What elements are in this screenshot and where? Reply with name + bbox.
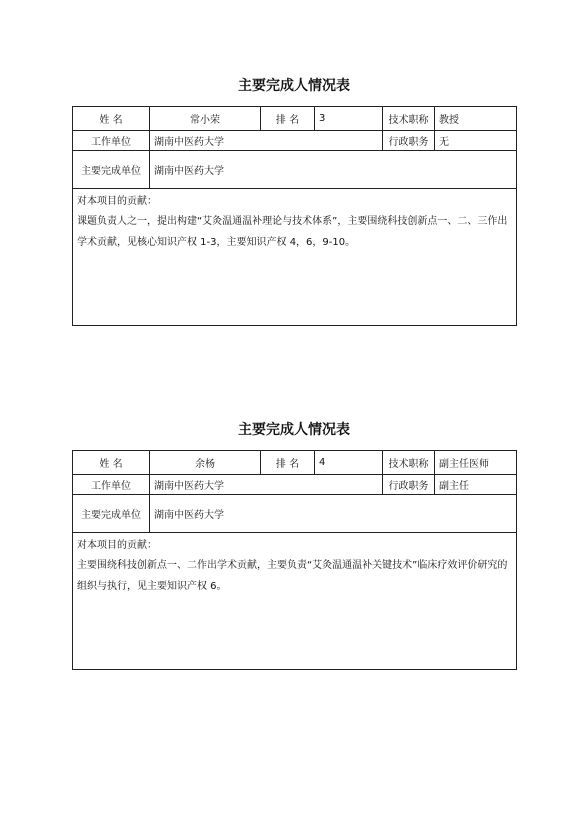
contribution-cell [73,189,517,326]
table-row [73,189,517,326]
rank-label: 排 名 [261,107,315,131]
name-value: 余杨 [150,451,261,475]
admin-post-value: 副主任 [435,475,517,495]
contribution-heading: 对本项目的贡献： [77,540,157,551]
name-label: 姓 名 [73,451,150,475]
contribution-cell [73,533,517,670]
table-row [73,475,517,495]
table-row [73,495,517,533]
section-title: 主要完成人情况表 [238,78,350,94]
main-unit-label: 主要完成单位 [73,151,150,189]
completer-section-1 [72,76,516,326]
rank-value: 4 [315,451,383,475]
work-unit-value: 湖南中医药大学 [150,475,383,495]
admin-post-value: 无 [435,131,517,151]
name-label: 姓 名 [73,107,150,131]
main-unit-value: 湖南中医药大学 [150,151,517,189]
tech-title-value: 教授 [435,107,517,131]
table-row [73,107,517,131]
main-unit-value: 湖南中医药大学 [150,495,517,533]
table-row [73,533,517,670]
tech-title-value: 副主任医师 [435,451,517,475]
completer-table [72,450,517,670]
completer-section-2 [72,420,516,670]
table-row [73,131,517,151]
main-unit-label: 主要完成单位 [73,495,150,533]
contribution-text: 课题负责人之一，提出构建“艾灸温通温补理论与技术体系”，主要围绕科技创新点一、二、三作出学术贡献，见核心知识产权 1-3，主要知识产权 4，6，9-10。 [77,216,508,248]
section-title: 主要完成人情况表 [238,422,350,438]
tech-title-label: 技术职称 [383,451,435,475]
completer-table [72,106,517,326]
contribution-heading: 对本项目的贡献： [77,196,157,207]
admin-post-label: 行政职务 [383,475,435,495]
table-row [73,451,517,475]
admin-post-label: 行政职务 [383,131,435,151]
work-unit-label: 工作单位 [73,131,150,151]
contribution-text: 主要围绕科技创新点一、二作出学术贡献，主要负责“艾灸温通温补关键技术”临床疗效评价研究的组织与执行，见主要知识产权 6。 [77,560,508,592]
work-unit-label: 工作单位 [73,475,150,495]
table-row [73,151,517,189]
tech-title-label: 技术职称 [383,107,435,131]
work-unit-value: 湖南中医药大学 [150,131,383,151]
rank-label: 排 名 [261,451,315,475]
name-value: 常小荣 [150,107,261,131]
rank-value: 3 [315,107,383,131]
